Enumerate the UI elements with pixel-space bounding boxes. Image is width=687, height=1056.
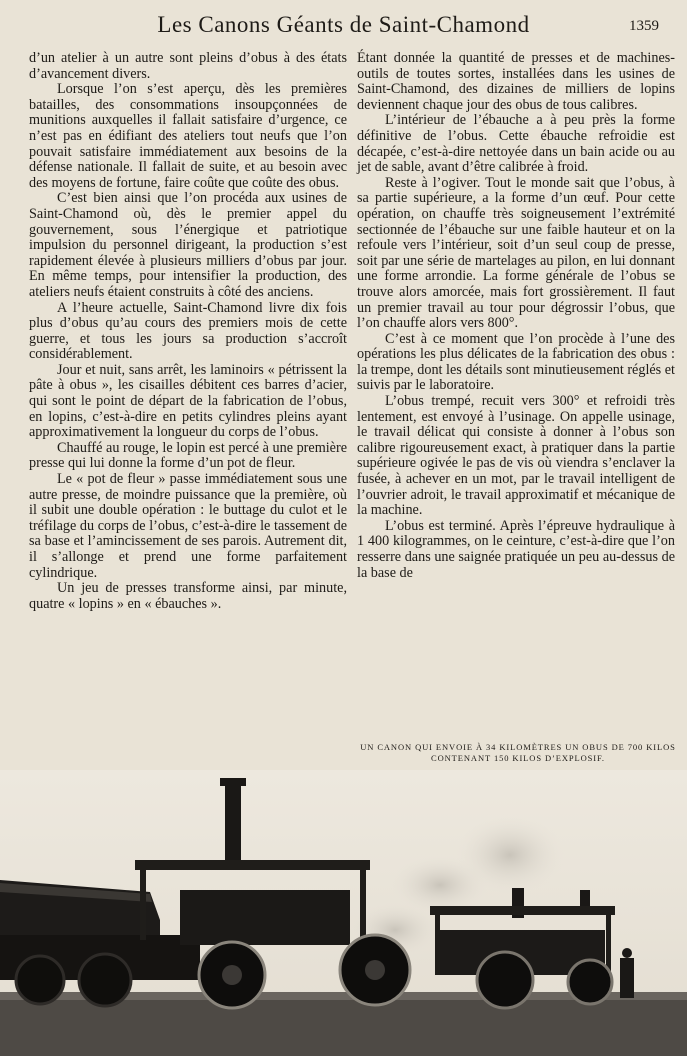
traction-wheel xyxy=(568,960,612,1004)
page-number: 1359 xyxy=(629,18,659,34)
engine-canopy xyxy=(430,906,615,915)
paragraph: C’est à ce moment que l’on procède à l’une des opérations les plus délicates de la fabrication des obus : la trempe, dont les détails sont minutieusement réglés et suivis par le laboratoire. xyxy=(357,330,675,394)
cannon-photo xyxy=(0,770,687,1056)
paragraph: Étant donnée la quantité de presses et de machines-outils de toutes sortes, installées dans les usines de Saint-Chamond, des dizaines de milliers de lopins deviennent chaque jour des obus de tous calibres. xyxy=(357,50,675,113)
paragraph: L’obus est terminé. Après l’épreuve hydraulique à 1 400 kilogrammes, on le ceinture, c’est-à-dire que l’on resserre dans une saignée pratiquée un peu au-dessus de la base de xyxy=(357,517,675,581)
paragraph: Reste à l’ogiver. Tout le monde sait que l’obus, à sa partie supérieure, a la forme d’un œuf. Pour cette opération, on chauffe très soigneusement l’extrémité sectionnée de l’ébauche sur une faible hauteur et on la refoule vers l’intérieur, soit d’un seul coup de presse, soit par une série de martelages au pilon, en lui donnant une forme arrondie. La forme générale de l’obus se trouve alors amorcée, mais fort grossièrement. Il faut un premier travail au tour pour dégrossir l’obus, que l’on chauffe alors vers 800°. xyxy=(357,174,675,332)
traction-wheel xyxy=(477,952,533,1008)
engine-canopy xyxy=(135,860,370,870)
carriage-wheel xyxy=(79,954,131,1006)
paragraph: C’est bien ainsi que l’on procéda aux usines de Saint-Chamond où, dès le premier appel du gouvernement, sous l’énergique et patriotique impulsion du personnel dirigeant, la production s’est rapidement élevée à plusieurs milliers d’obus par jour. En même temps, pour intensifier la production, des ateliers neufs étaient construits à côté des anciens. xyxy=(29,190,347,300)
page-title: Les Canons Géants de Saint-Chamond xyxy=(157,12,530,37)
paragraph: Jour et nuit, sans arrêt, les laminoirs « pétrissent la pâte à obus », les cisailles débitent ces barres d’acier, qui sont le point de départ de la fabrication de l’obus, en lopins, c’est-à-dire en petits cylindres pleins ayant approximativement la longueur du corps de l’obus. xyxy=(29,361,347,441)
left-column xyxy=(29,51,347,612)
page-header xyxy=(0,6,687,46)
paragraph: Un jeu de presses transforme ainsi, par minute, quatre « lopins » en « ébauches ». xyxy=(29,580,347,612)
paragraph: A l’heure actuelle, Saint-Chamond livre dix fois plus d’obus qu’au cours des premiers mois de cette guerre, et tous les jours sa production s’accroît considérablement. xyxy=(29,299,347,363)
paragraph: Le « pot de fleur » passe immédiatement sous une autre presse, de moindre puissance que la première, où il subit une double opération : le buttage du culot et le tréfilage du corps de l’obus, c’est-à-dire le tassement de sa base et l’amincissement de ses parois. Autrement dit, il s’allonge et prend une forme parfaitement cylindrique. xyxy=(29,471,347,581)
paragraph: L’intérieur de l’ébauche a à peu près la forme définitive de l’obus. Cette ébauche refroidie est décapée, c’est-à-dire nettoyée dans un bain acide ou au jet de sable, avant d’être calibrée à froid. xyxy=(357,112,675,176)
paragraph: d’un atelier à un autre sont pleins d’obus à des états d’avancement divers. xyxy=(29,50,347,82)
paragraph: Chauffé au rouge, le lopin est percé à une première presse qui lui donne la forme d’un pot de fleur. xyxy=(29,439,347,472)
right-column xyxy=(357,51,675,581)
paragraph: Lorsque l’on s’est aperçu, dès les premières batailles, des consommations insoupçonnées de munitions auxquelles il fallait satisfaire d’urgence, ce n’est pas en édifiant des ateliers tout neufs que l’on pouvait satisfaire immédiatement aux besoins de la défense nationale. Il fallait de suite, et au besoin avec des moyens de fortune, faire coûte que coûte des obus. xyxy=(29,81,347,191)
standing-figure xyxy=(622,948,632,958)
tall-chimney xyxy=(225,780,241,860)
photo-caption: UN CANON QUI ENVOIE À 34 KILOMÈTRES UN OBUS DE 700 KILOS CONTENANT 150 KILOS D’EXPLOSIF. xyxy=(360,742,676,763)
carriage-wheel xyxy=(16,956,64,1004)
paragraph: L’obus trempé, recuit vers 300° et refroidi très lentement, est envoyé à l’usinage. On appelle usinage, le travail délicat qui consiste à donner à l’obus son calibre rigoureusement exact, à pratiquer dans la partie supérieure ogivée le pas de vis où viendra s’enclaver la fusée, à achever en un mot, par le travail intelligent de l’ouvrier adroit, le travail approximatif et mécanique de la machine. xyxy=(357,393,675,519)
engine-boiler xyxy=(180,890,350,945)
